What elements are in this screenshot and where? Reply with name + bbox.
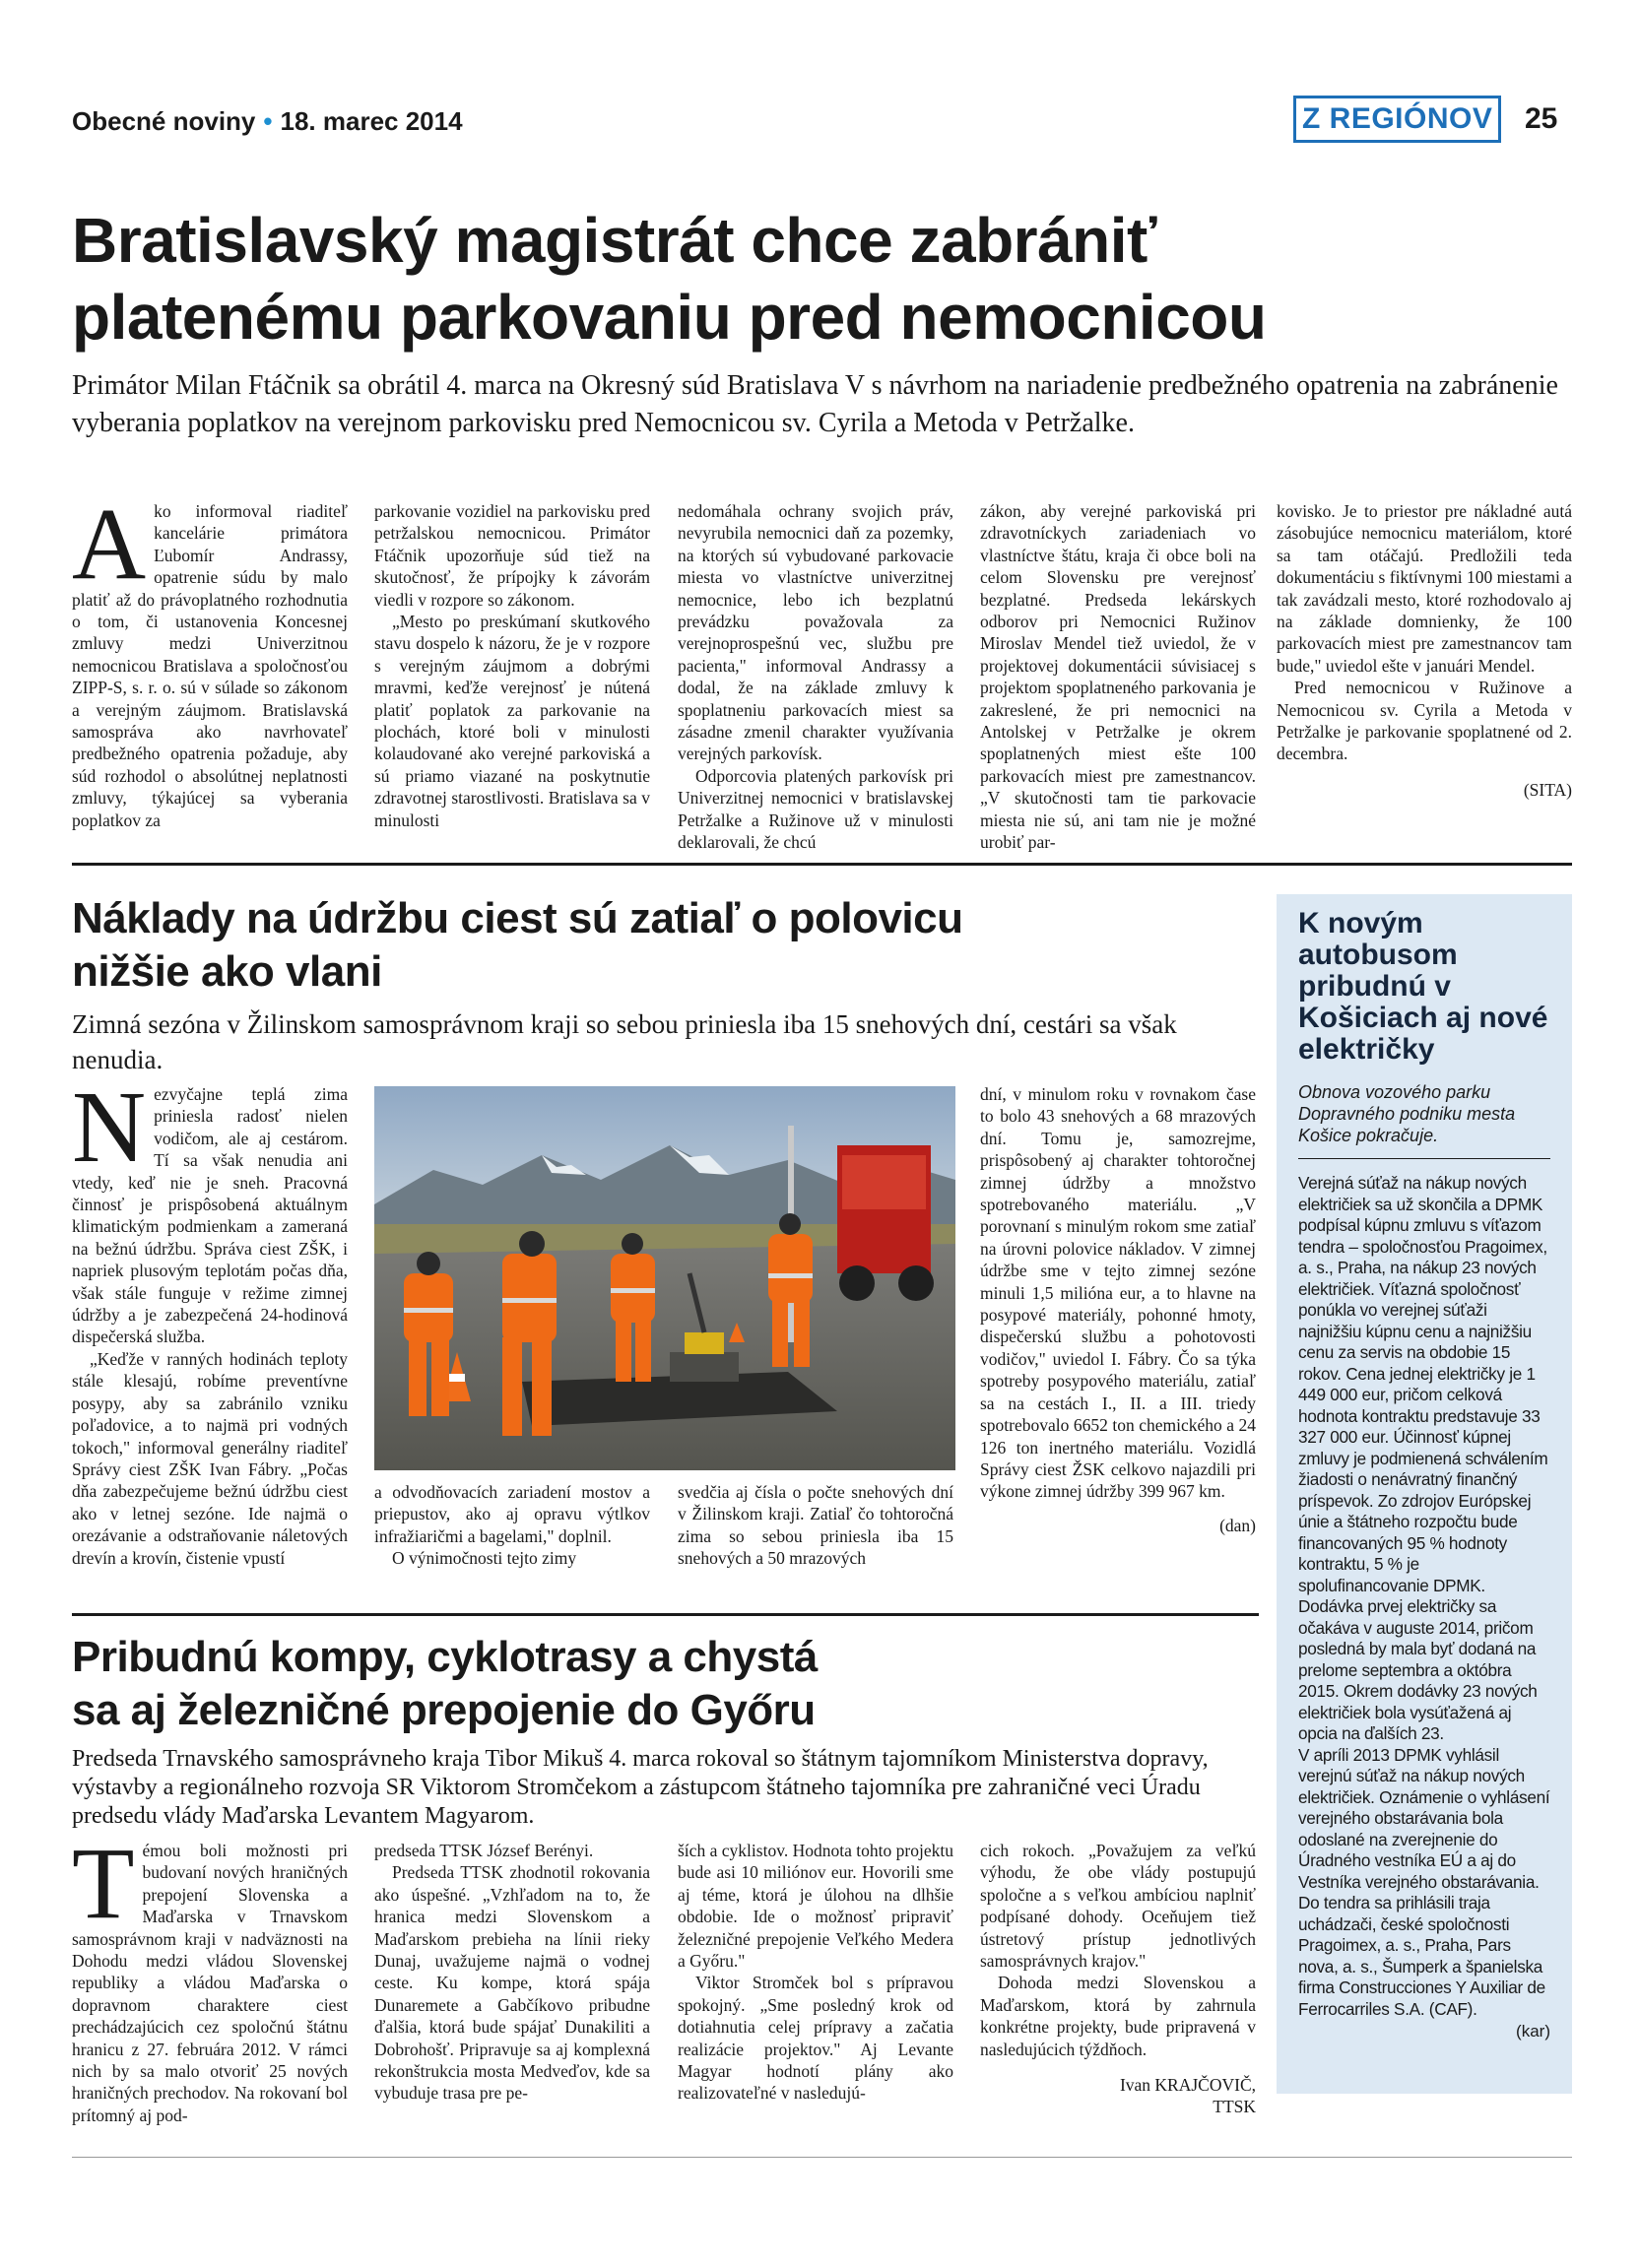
article3-signature-name: Ivan KRAJČOVIČ, (1119, 2075, 1256, 2096)
article3-col2-para1: predseda TTSK József Berényi. (374, 1841, 594, 1860)
sidebar-body (1298, 1173, 1550, 2020)
article1-col2-para2: „Mesto po preskúmaní skutkového stavu dospelo k názoru, že je v rozpore s verejným záujmom a dobrými mravmi, keďže verejnosť je nútená platiť poplatok za parkovanie na plochách, ktoré boli v minulosti kolaudované ako verejné parkoviská a sú priamo viazané na poskytnutie zdravotnej starostlivosti. Bratislava sa v minulosti (374, 612, 650, 830)
bottom-rule (72, 2157, 1572, 2158)
sidebar-divider (1298, 1158, 1550, 1159)
article2-col4-text: dní, v minulom roku v rovnakom čase to bolo 43 snehových a 68 mrazových dní. Tomu je, samozrejme, prispôsobený aj charakter tohtoročnej zimnej údržby a množstvo spotrebovaného materiálu. „V porovnaní s minulým rokom sme zatiaľ na úrovni polovice nákladov. V zimnej údržbe sme v tejto zimnej sezóne minuli 1,5 milióna eur, a to hlavne na posypové materiály, pohonné hmoty, dispečerskú službu a pohotovosti vodičov," uviedol I. Fábry. Čo sa týka spotreby posypového materiálu, zatiaľ sa na cestách I., II. a III. triedy spotrebovalo 6652 ton chemického a 24 126 ton inertného materiálu. Vozidlá Správy ciest ŽSK celkovo najazdili pri výkone zimnej údržby 399 967 km. (980, 1084, 1256, 1502)
article3-col3-para1: ších a cyklistov. Hodnota tohto projektu bude asi 10 miliónov eur. Hovorili sme aj téme, ktorá je úlohou na dlhšie obdobie. Ide o možnosť pripraviť železničné prepojenie Veľkého Medera a Győru." (678, 1841, 953, 1972)
article2-col2-para1: a odvodňovacích zariadení mostov a priepustov, ako aj opravu výtlkov infražiaričmi a bagelami," doplnil. (374, 1482, 650, 1546)
article1-column-5 (1277, 500, 1572, 801)
article1-headline-line2: platenému parkovaniu pred nemocnicou (72, 282, 1267, 353)
article3-column-1 (72, 1827, 348, 2126)
section-divider (72, 863, 1572, 866)
article3-col2-para2: Predseda TTSK zhodnotil rokovania ako úspešné. „Vzhľadom na to, že hranica medzi Slovenskom a Maďarskom prebieha na línii rieky Dunaj, uvažujeme najmä o vodnej ceste. Ku kompe, ktorá spája Dunaremete a Gabčíkovo pribudne ďalšia, ktorá bude spájať Dunakiliti a Dobrohošť. Pripravuje sa aj komplexná rekonštrukcia mosta Medveďov, kde sa vybuduje trasa pre pe- (374, 1862, 650, 2104)
issue-date: 18. marec 2014 (280, 106, 463, 136)
article1-col5-para1: kovisko. Je to priestor pre nákladné autá zásobujúce nemocnicu materiálom, ktoré sa tam otáčajú. Predložili teda dokumentáciu s fiktívnymi 100 miestami a tak zavádzali mesto, ktoré rozhodovalo aj na základe domnienky, že 100 parkovacích miest pre zamestnancov tam bude," uviedol ešte v januári Mendel. (1277, 501, 1572, 676)
article2-headline-line2: nižšie ako vlani (72, 947, 382, 996)
article1-col2-para1: parkovanie vozidiel na parkovisku pred petržalskou nemocnicou. Primátor Ftáčnik upozorňuje súd tiež na skutočnosť, že prípojky k závorám viedli v rozpore so zákonom. (374, 501, 650, 610)
article3-headline-line2: sa aj železničné prepojenie do Győru (72, 1686, 816, 1734)
sidebar-para1: Verejná súťaž na nákup nových električiek sa už skončila a DPMK podpísal kúpnu zmluvu s víťazom tendra – spoločnosťou Pragoimex, a. s., Praha, na nákup 23 nových električiek. Víťazná spoločnosť ponúkla vo verejnej súťaži najnižšiu kúpnu cenu a najnižšiu cenu za servis na obdobie 15 rokov. Cena jednej električky je 1 449 000 eur, pričom celková hodnota kontraktu predstavuje 33 327 000 eur. Účinnosť kúpnej zmluvy je podmienená schválením žiadosti o nenávratný finančný príspevok. Zo zdrojov Európskej únie a štátneho rozpočtu bude financovaných 95 % hodnoty kontraktu, 5 % je spolufinancovanie DPMK. Dodávka prvej električky sa očakáva v auguste 2014, pričom posledná by mala byť dodaná na prelome septembra a októbra 2015. Okrem dodávky 23 nových električiek bola vysúťažená aj opcia na ďalších 23. (1298, 1173, 1548, 1743)
article3-headline-line1: Pribudnú kompy, cyklotrasy a chystá (72, 1633, 818, 1681)
article3-lead: Predseda Trnavského samosprávneho kraja Tibor Mikuš 4. marca rokoval so štátnym tajomníkom Ministerstva dopravy, výstavby a regionálneho rozvoja SR Viktorom Stromčekom a zástupcom štátneho tajomníka pre zahraničné veci Úradu predsedu vlády Maďarska Levantem Magyarom. (72, 1746, 1209, 1829)
article2-column-2 (374, 1481, 650, 1570)
article3-col3-para2: Viktor Stromček bol s prípravou spokojný. „Sme posledný krok od dotiahnutia celej prípravy a začatia realizácie projektov." Aj Levante Magyar hodnotí plány ako realizovateľné v nasledujú- (678, 1973, 953, 2104)
article3-column-2 (374, 1840, 650, 2105)
article1-column-2 (374, 500, 650, 831)
separator-dot: • (263, 106, 273, 136)
article2-column-1 (72, 1070, 348, 1569)
article3-col4-para1: cich rokoch. „Považujem za veľkú výhodu, že obe vlády postupujú spoločne a s veľkou ambíciou naplniť podpísané dohody. Oceňujem tiež ústretový prístup jednotlivých samosprávnych krajov." (980, 1841, 1256, 1972)
article2-column-3 (678, 1481, 953, 1570)
article3-headline (72, 1631, 1259, 1737)
article2-lead: Zimná sezóna v Žilinskom samosprávnom kraji so sebou priniesla iba 15 snehových dní, cestári sa však nenudia. (72, 1009, 1177, 1074)
article2-col1-para2: „Keďže v ranných hodinách teploty stále klesajú, robíme preventívne posypy, aby sa zabránilo vzniku poľadovice, a to najmä pri vodných tokoch," informoval generálny riaditeľ Správy ciest ZŠK Ivan Fábry. „Počas dňa zabezpečujeme bežnú údržbu ciest ako v letnej sezóne. Ide najmä o orezávanie a odstraňovanie náletových drevín a krovín, čistenie vpustí (72, 1348, 348, 1568)
road-workers-photo (374, 1086, 955, 1470)
sidebar-headline: K novým autobusom pribudnú v Košiciach aj nové električky (1298, 907, 1548, 1066)
article1-column-1 (72, 487, 348, 831)
publication-name: Obecné noviny (72, 106, 256, 136)
article1-col5-para2: Pred nemocnicou v Ružinove a Nemocnicou sv. Cyrila a Metoda v Petržalke je parkovanie spoplatnené od 2. decembra. (1277, 678, 1572, 764)
article1-headline-line1: Bratislavský magistrát chce zabrániť (72, 205, 1157, 276)
article3-signature-org: TTSK (1213, 2097, 1256, 2117)
article2-column-4 (980, 1083, 1256, 1536)
article3-column-3 (678, 1840, 953, 2105)
masthead (72, 106, 463, 137)
sidebar-para2: V apríli 2013 DPMK vyhlásil verejnú súťaž na nákup nových električiek. Oznámenie o vyhlásení verejného obstarávania bola odoslané na zverejnenie do Úradného vestníka EÚ a aj do Vestníka verejného obstarávania. Do tendra sa prihlásili traja uchádzači, české spoločnosti Pragoimex, a. s., Praha, Pars nova, a. s., Šumperk a španielska firma Construcciones Y Auxiliar de Ferrocarriles S.A. (CAF). (1298, 1744, 1550, 2019)
section-divider-2 (72, 1613, 1259, 1616)
article2-col1-para1: ezvyčajne teplá zima priniesla radosť nielen vodičom, ale aj cestárom. Tí sa však nenudia ani vtedy, keď nie je sneh. Pracovná činnosť je prispôsobená aktuálnym klimatickým podmienkam a zameraná na bežnú údržbu. Správa ciest ZŠK, i napriek plusovým teplotám počas dňa, však stále funguje v režime zimnej údržby a je zabezpečená 24-hodinová dispečerská služba. (72, 1084, 348, 1347)
article2-dropcap: N (72, 1070, 147, 1184)
article1-column-3 (678, 500, 953, 854)
article1-column-4 (980, 500, 1256, 854)
article1-col3-para2: Odporcovia platených parkovísk pri Univerzitnej nemocnici v bratislavskej Petržalke a Ružinove už v minulosti deklarovali, že chcú (678, 765, 953, 853)
article1-signature: (SITA) (1523, 779, 1572, 800)
sidebar-box (1277, 894, 1572, 2094)
article1-col4-text: zákon, aby verejné parkoviská pri zdravotníckych zariadeniach vo vlastníctve štátu, kraja či obce boli na celom Slovensku pre verejnosť bezplatné. Predseda lekárskych odborov pri Nemocnici Ružinov Miroslav Mendel tiež uviedol, že v projektovej dokumentácii súvisiacej s projektom spoplatneného parkovania je zakreslené, že pri nemocnici na Antolskej v Petržalke je okrem spoplatnených miest ešte 100 parkovacích miest pre zamestnancov. „V skutočnosti tam tie parkovacie miesta nie sú, ani tam nie je možné urobiť par- (980, 501, 1256, 853)
article3-column-4 (980, 1840, 1256, 2117)
article2-col2-para2: O výnimočnosti tejto zimy (392, 1548, 577, 1569)
article1-headline (72, 202, 1579, 356)
article2-headline-line1: Náklady na údržbu ciest sú zatiaľ o polovicu (72, 894, 963, 942)
section-tag: Z REGIÓNOV (1293, 96, 1501, 143)
sidebar-signature: (kar) (1516, 2022, 1550, 2041)
article2-col3-text: svedčia aj čísla o počte snehových dní v Žilinskom kraji. Zatiaľ čo tohtoročná zima so sebou priniesla iba 15 snehových a 50 mrazových (678, 1482, 953, 1569)
article3-dropcap: T (72, 1827, 135, 1940)
article1-lead: Primátor Milan Ftáčnik sa obrátil 4. marca na Okresný súd Bratislava V s návrhom na nariadenie predbežného opatrenia na zabránenie vyberania poplatkov na verejnom parkovisku pred Nemocnicou sv. Cyrila a Metoda v Petržalke. (72, 370, 1558, 438)
article1-col1-text: ko informoval riaditeľ kancelárie primátora Ľubomír Andrassy, opatrenie súdu by malo platiť až do právoplatného rozhodnutia o tom, či ustanovenia Koncesnej zmluvy medzi Univerzitnou nemocnicou Bratislava a spoločnosťou ZIPP-S, s. r. o. sú v súlade so zákonom a verejným záujmom. Bratislavská samospráva ako navrhovateľ predbežného opatrenia požaduje, aby súd rozhodol o absolútnej neplatnosti zmluvy, týkajúcej sa vyberania poplatkov za (72, 501, 348, 830)
article3-col4-para2: Dohoda medzi Slovenskou a Maďarskom, ktorá by zahrnula konkrétne projekty, bude pripravená v nasledujúcich týždňoch. (980, 1973, 1256, 2059)
article1-dropcap: A (72, 487, 147, 601)
article3-col1-text: émou boli možnosti pri budovaní nových hraničných prepojení Slovenska a Maďarska v Trnavskom samosprávnom kraji v nadväznosti na Dohodu medzi vládou Slovenskej republiky a vládou Maďarska o dopravnom charaktere ciest prechádzajúcich cez spoločnú štátnu hranicu z 27. februára 2012. V rámci nich by sa malo otvoriť 25 nových hraničných prechodov. Na rokovaní bol prítomný aj pod- (72, 1841, 348, 2125)
article2-signature: (dan) (1219, 1515, 1256, 1535)
article2-headline (72, 892, 1254, 999)
sidebar-lead: Obnova vozového parku Dopravného podniku mesta Košice pokračuje. (1298, 1082, 1516, 1145)
article1-col3-para1: nedomáhala ochrany svojich práv, nevyrubila nemocnici daň za pozemky, na ktorých sú vybudované parkovacie miesta vo vlastníctve univerzitnej nemocnice, lebo ich bezplatnú prevádzku považovala za verejnoprospešnú vec, službu pre pacienta," informoval Andrassy a dodal, že na základe zmluvy k spoplatneniu parkovacích miest sa zásadne zmenil charakter využívania verejných parkovísk. (678, 501, 953, 764)
page-number: 25 (1525, 102, 1558, 135)
